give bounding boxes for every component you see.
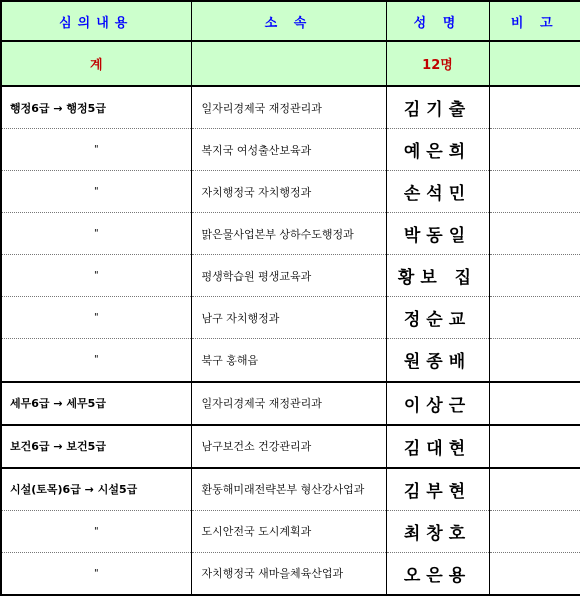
- grade-cell: 행정6급 → 행정5급: [1, 86, 191, 129]
- dept-cell: 평생학습원 평생교육과: [191, 255, 386, 297]
- grade-cell: ": [1, 510, 191, 552]
- name-cell: 원종배: [386, 339, 489, 382]
- dept-cell: 복지국 여성출산보육과: [191, 129, 386, 171]
- table-row: [1, 510, 580, 552]
- name-cell: 김대현: [386, 425, 489, 468]
- note-cell: [489, 129, 580, 171]
- total-row: [1, 41, 580, 86]
- total-count: 12명: [386, 41, 489, 86]
- header-row: [1, 1, 580, 41]
- header-name: 성 명: [386, 1, 489, 41]
- table-row: [1, 382, 580, 425]
- note-cell: [489, 382, 580, 425]
- header-affiliation: 소 속: [191, 1, 386, 41]
- table-row: [1, 552, 580, 595]
- name-cell: 이상근: [386, 382, 489, 425]
- total-note-empty: [489, 41, 580, 86]
- grade-cell: ": [1, 129, 191, 171]
- name-cell: 김기출: [386, 86, 489, 129]
- dept-cell: 남구보건소 건강관리과: [191, 425, 386, 468]
- table-row: [1, 129, 580, 171]
- dept-cell: 자치행정국 새마을체육산업과: [191, 552, 386, 595]
- dept-cell: 맑은물사업본부 상하수도행정과: [191, 213, 386, 255]
- note-cell: [489, 510, 580, 552]
- grade-cell: 시설(토목)6급 → 시설5급: [1, 468, 191, 511]
- grade-cell: ": [1, 339, 191, 382]
- grade-cell: 세무6급 → 세무5급: [1, 382, 191, 425]
- table-row: [1, 171, 580, 213]
- table-row: [1, 297, 580, 339]
- table-row: [1, 425, 580, 468]
- name-cell: 최창호: [386, 510, 489, 552]
- table-row: [1, 213, 580, 255]
- dept-cell: 환동해미래전략본부 형산강사업과: [191, 468, 386, 511]
- note-cell: [489, 255, 580, 297]
- name-cell: 오은용: [386, 552, 489, 595]
- grade-cell: ": [1, 213, 191, 255]
- name-cell: 손석민: [386, 171, 489, 213]
- table-row: [1, 255, 580, 297]
- dept-cell: 북구 홍해읍: [191, 339, 386, 382]
- total-affiliation-empty: [191, 41, 386, 86]
- note-cell: [489, 86, 580, 129]
- dept-cell: 도시안전국 도시계획과: [191, 510, 386, 552]
- grade-cell: ": [1, 297, 191, 339]
- dept-cell: 남구 자치행정과: [191, 297, 386, 339]
- grade-cell: 보건6급 → 보건5급: [1, 425, 191, 468]
- dept-cell: 자치행정국 자치행정과: [191, 171, 386, 213]
- total-label: 계: [1, 41, 191, 86]
- name-cell: 예은희: [386, 129, 489, 171]
- name-cell: 박동일: [386, 213, 489, 255]
- grade-cell: ": [1, 255, 191, 297]
- note-cell: [489, 468, 580, 511]
- table-row: [1, 339, 580, 382]
- grade-cell: ": [1, 171, 191, 213]
- dept-cell: 일자리경제국 재정관리과: [191, 86, 386, 129]
- grade-cell: ": [1, 552, 191, 595]
- note-cell: [489, 425, 580, 468]
- name-cell: 정순교: [386, 297, 489, 339]
- header-content: 심의내용: [1, 1, 191, 41]
- header-note: 비 고: [489, 1, 580, 41]
- table-row: [1, 86, 580, 129]
- dept-cell: 일자리경제국 재정관리과: [191, 382, 386, 425]
- name-cell: 황보 집: [386, 255, 489, 297]
- note-cell: [489, 171, 580, 213]
- note-cell: [489, 297, 580, 339]
- name-cell: 김부현: [386, 468, 489, 511]
- note-cell: [489, 339, 580, 382]
- note-cell: [489, 213, 580, 255]
- table-row: [1, 468, 580, 511]
- note-cell: [489, 552, 580, 595]
